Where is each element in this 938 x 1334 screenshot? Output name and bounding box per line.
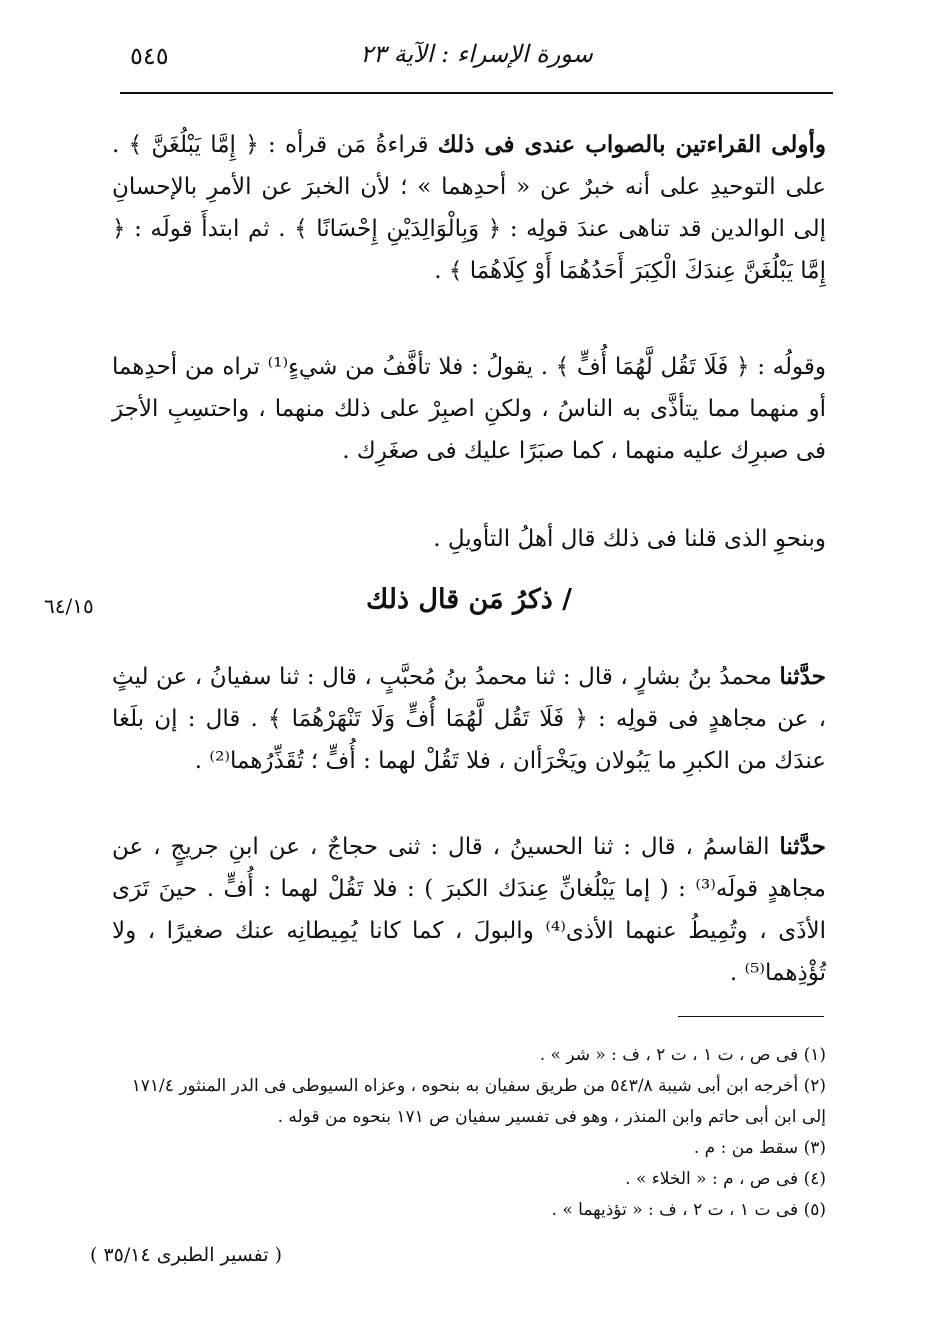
margin-reference: ٦٤/١٥ [44, 594, 94, 618]
footnote-item: (٤) فى ص ، م : « الخلاء » . [625, 1169, 826, 1189]
footnote-item: (٣) سقط من : م . [693, 1138, 826, 1158]
running-title: سورة الإسراء : الآية ٢٣ [360, 40, 593, 68]
paragraph-4-text: محمدُ بنُ بشارٍ ، قال : ثنا محمدُ بنُ مُحبَّبٍ ، قال : ثنا سفيانُ ، عن ليثٍ ، عن مجاهدٍ فى قولِه : ﴿ فَلَا تَقُل لَّهُمَا أُفٍّ وَلَا تَنْهَرْهُمَا ﴾ . قال : إن بلَغا عندَك من الكبرِ ما يَبُولان ويَخْرَأان ، فلا تَقُلْ لهما : أُفٍّ ؛ تُقَذِّرُهما⁽²⁾ . [112, 664, 826, 774]
footnote-item: (١) فى ص ، ت ١ ، ت ٢ ، ف : « شر » . [539, 1045, 826, 1065]
footnote-item: (٥) فى ت ١ ، ت ٢ ، ف : « تؤذيهما » . [551, 1200, 826, 1220]
paragraph-4-lead: حدَّثنا [779, 663, 826, 690]
paragraph-5-lead: حدَّثنا [779, 833, 826, 860]
page-number: ٥٤٥ [130, 42, 169, 70]
paragraph-5 [112, 826, 826, 994]
footnote-item: (٢) أخرجه ابن أبى شيبة ٥٤٣/٨ من طريق سفيان به بنحوه ، وعزاه السيوطى فى الدر المنثور ١٧١/٤ إلى ابن أبى حاتم وابن المنذر ، وهو فى تفسير سفيان ص ١٧١ بنحوه من قوله . [131, 1076, 826, 1127]
paragraph-1 [112, 124, 826, 292]
paragraph-2-text: وقولُه : ﴿ فَلَا تَقُل لَّهُمَا أُفٍّ ﴾ . يقولُ : فلا تأفَّفُ من شيءٍ⁽¹⁾ تراه من أحدِهما أو منهما مما يتأذَّى به الناسُ ، ولكنِ اصبِرْ على ذلك منهما ، واحتسِبِ الأجرَ فى صبرِك عليه منهما ، كما صبَرًا عليك فى صغَرِك . [112, 354, 826, 464]
bottom-volume-reference: ( تفسير الطبرى ٣٥/١٤ ) [90, 1244, 283, 1266]
page-header [120, 36, 833, 92]
paragraph-2 [112, 346, 826, 472]
footnotes [108, 1040, 826, 1226]
paragraph-1-text: قراءةُ مَن قرأه : ﴿ إِمَّا يَبْلُغَنَّ ﴾ . على التوحيدِ على أنه خبرٌ عن « أحدِهما » ؛ لأن الخبرَ عن الأمرِ بالإحسانِ إلى الوالدين قد تناهى عندَ قولِه : ﴿ وَبِالْوَالِدَيْنِ إِحْسَانًا ﴾ . ثم ابتدأَ قولَه : ﴿ إِمَّا يَبْلُغَنَّ عِندَكَ الْكِبَرَ أَحَدُهُمَا أَوْ كِلَاهُمَا ﴾ . [112, 132, 826, 284]
paragraph-5-text: القاسمُ ، قال : ثنا الحسينُ ، قال : ثنى حجاجٌ ، عن ابنِ جريجٍ ، عن مجاهدٍ قولَه⁽³⁾ : ( إما يَبْلُغانِّ عِندَك الكبرَ ) : فلا تَقُلْ لهما : أُفٍّ . حينَ تَرَى الأذَى ، وتُمِيطُ عنهما الأذى⁽⁴⁾ والبولَ ، كما كانا يُمِيطانِه عنك صغيرًا ، ولا تُؤْذِهما⁽⁵⁾ . [112, 834, 826, 986]
footnote-rule [678, 1016, 824, 1017]
paragraph-4 [112, 656, 826, 782]
paragraph-1-lead: وأولى القراءتين بالصواب عندى فى ذلك [437, 131, 827, 158]
header-rule [120, 92, 833, 94]
section-heading: / ذكرُ مَن قال ذلك [365, 584, 572, 615]
paragraph-3 [112, 518, 826, 560]
paragraph-3-text: وبنحوِ الذى قلنا فى ذلك قال أهلُ التأويلِ . [433, 526, 826, 552]
